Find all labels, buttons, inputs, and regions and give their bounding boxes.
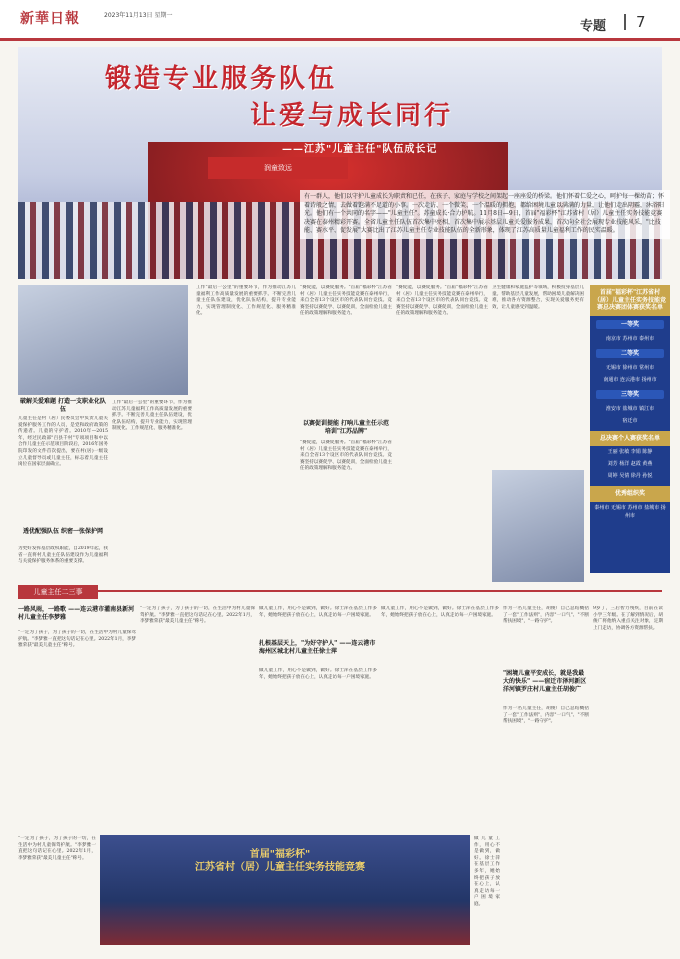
story2-pre-text: 做儿童工作，用心不是做到，做好。徐士萍在基层工作多年，她始终把孩子放在心上，认真走访每一户困境家庭。 xyxy=(259,606,377,618)
story2-text-cont: 做儿童工作，用心不是做到，做好。徐士萍在基层工作多年，她始终把孩子放在心上，认真走访每一户困境家庭。 xyxy=(381,606,499,618)
issue-date: 2023年11月13日 星期一 xyxy=(104,12,173,19)
article-photo-top-left xyxy=(18,285,188,395)
story2-heading: 扎根基层天上，"为好守护人" ——连云港市海州区城北村儿童主任徐士萍 xyxy=(259,640,376,655)
article-subheading-3: 以赛促训提能 打响儿童主任示范培训"江苏品牌" xyxy=(302,420,390,435)
article-column-4b: "赛促能，以赛促服务。"首届"福彩杯"江苏省村（居）儿童主任实务技能竞赛在泰州举行，来自全省13个设区市的代表队同台竞技。竞赛坚持以赛促学、以赛促训，全面检验儿童主任的政策理解和服务能力。 xyxy=(300,440,392,472)
first-prize-list: 南京市 苏州市 泰州市 xyxy=(605,335,655,342)
article-subheading-1: 破解关爱难题 打造一支职业化队伍 xyxy=(19,398,107,413)
story3-heading: "困境儿童平安成长，就是我最大的快乐" ——宿迁市泽河新区洋河镇罗庄村儿童主任胡俊广 xyxy=(503,670,587,693)
excellent-organization-title: 优秀组织奖 xyxy=(590,486,670,502)
page-number: 7 xyxy=(636,13,646,31)
article-column-6: 卫生健康和家庭监护等领域，积极投身基层儿童。帮助基层儿童发展，帮助困境儿童解决困难，推动各方资源整合，实现关爱服务更有效，让儿童感受到温暖。 xyxy=(492,285,584,310)
article-column-1b: 为更好发挥基层政权职能，自2019年起，我省一直将村儿童主任队伍建设作为儿童福利与关爱保护服务体系的重要支撑。 xyxy=(18,546,108,565)
individual-awards-title: 总决赛个人赛获奖名单 xyxy=(590,431,670,447)
story1-heading: 一路风雨，一路歌 ——连云港市灌南县新河村儿童主任李梦雅 xyxy=(18,606,135,621)
article-column-5: "赛促能，以赛促服务。"首届"福彩杯"江苏省村（居）儿童主任实务技能竞赛在泰州举行，来自全省13个设区市的代表队同台竞技。竞赛坚持以赛促学、以赛促训，全面检验儿童主任的政策理解和服务能力。 xyxy=(396,285,488,317)
individual-winners-1: 王丽 张敏 李娟 陈静 xyxy=(607,449,653,455)
third-prize-heading: 三等奖 xyxy=(596,390,664,399)
individual-winners-3: 周婷 吴倩 徐丹 孙悦 xyxy=(607,473,653,479)
second-prize-list-1: 无锡市 徐州市 常州市 xyxy=(605,364,655,371)
story1-text: "一定为了孩子，为了孩子的一切，在生活中为村儿童保驾护航。"李梦雅一直把这句话记在心里。2022年1月，李梦雅荣获"最美儿童主任"称号。 xyxy=(18,630,136,649)
excellent-organization-list: 泰州市 无锡市 苏州市 盐城市 扬州市 xyxy=(594,504,666,519)
story2-text: 做儿童工作，用心不是做到，做好。徐士萍在基层工作多年，她始终把孩子放在心上，认真走访每一户困境家庭。 xyxy=(259,668,377,680)
first-prize-heading: 一等奖 xyxy=(596,320,664,329)
intro-paragraph: 有一群人，他们以守护儿童成长为职责和已任，在孩子、家庭与学校之间架起一座座爱的桥梁。他们怀着仁爱之心，呵护每一棵幼苗；怀着诗般之情，去做着饱满不足道的小事。一次走访、一个微笑、一个温暖的拥抱，都给困境儿童以满满的力量，让他们走出阴霾，沐浴阳光。他们有一个共同的名字——"儿童主任"。苏童成长·合力护航。11月8日—9日，首届"福彩杯"江苏省村（居）儿童主任实务技能竞赛决赛在泰州精彩开赛。全省儿童主任队伍首次集中亮相，首次集中展示基层儿童关爱服务成果，首次向全社会展现专业技能风采，"比技能、赛水平、促发展"大赛比出了江苏儿童主任专业技能队伍的全新形象，体现了江苏高质量儿童福利工作的民实温暖。 xyxy=(300,190,670,239)
newspaper-logo: 新華日報 xyxy=(20,11,80,27)
article-column-4: "赛促能，以赛促服务。"首届"福彩杯"江苏省村（居）儿童主任实务技能竞赛在泰州举行，来自全省13个设区市的代表队同台竞技。竞赛坚持以赛促学、以赛促训，全面检验儿童主任的政策理解和服务能力。 xyxy=(300,285,392,317)
masthead xyxy=(0,0,680,41)
page-divider xyxy=(624,14,626,30)
headline-line1: 锻造专业服务队伍 xyxy=(105,64,338,94)
story3-text: 作为一名儿童主任，胡俊广自己总结概括了一套"工作法则"，内容"一口气"、"不断帮扶困境"，"一路守护"。 xyxy=(503,706,589,725)
story3-pre-text: 作为一名儿童主任，胡俊广自己总结概括了一套"工作法则"，内容"一口气"、"不断帮扶困境"，"一路守护"。 xyxy=(503,606,589,625)
stage-banner: 润童致远 xyxy=(208,157,348,179)
article-column-3: 工作"最后一公里"的重要环节，作为推动江苏儿童福利工作高质量发展的重要抓手。不断完善儿童主任队伍建设，优化队伍结构，提升专业能力，实现管理制度化、工作规范化、服务精准化。 xyxy=(196,285,296,317)
second-prize-heading: 二等奖 xyxy=(596,349,664,358)
headline-line2: 让爱与成长同行 xyxy=(250,101,454,131)
second-prize-list-2: 南通市 连云港市 扬州市 xyxy=(603,376,657,383)
winners-sidebar xyxy=(590,285,670,573)
section-divider xyxy=(18,590,662,592)
competition-banner-line1: 首届"福彩杯" xyxy=(249,849,311,860)
article-subheading-2: 透优配强队伍 织密一张保护网 xyxy=(22,528,104,535)
individual-winners-2: 刘芳 杨洋 赵霞 黄燕 xyxy=(607,461,653,467)
sidebar-title: 首届"福彩杯"江苏省村（居）儿童主任实务技能竞赛总决赛团体赛获奖名单 xyxy=(590,285,670,316)
third-prize-list-1: 淮安市 盐城市 镇江市 xyxy=(605,405,655,412)
competition-photo-banner xyxy=(150,848,410,874)
headline-subtitle: ——江苏"儿童主任"队伍成长记 xyxy=(282,144,438,155)
story4-text: 9岁了，三后智力残疾，目前在读小学三年级。在了解到情况后，胡俊广将他纳入重点关注对象，定期上门走访，协调各方资源帮扶。 xyxy=(593,606,663,631)
story2-text-end: 做儿童工作，用心不是做到，做好。徐士萍在基层工作多年，她始终把孩子放在心上，认真走访每一户困境家庭。 xyxy=(474,836,500,907)
section-name: 专题 xyxy=(580,19,607,34)
article-column-1: 儿童主任是村（居）民委员会中负责儿童关爱保护服务工作的人员，是党和政府政策的传递者。儿童的守护者。2010年—2015年，经过民政部"百县千村"专项项目和中以合作儿童主任示范项目阶段后，2016年国务院印发的文件首次提出，要在村(居)一级设立儿童督导员或儿童主任，标志着儿童主任岗位在国家层面确立。 xyxy=(18,416,108,468)
story1-text-end: "一定为了孩子，为了孩子的一切，在生活中为村儿童保驾护航。"李梦雅一直把这句话记在心里。2022年1月，李梦雅荣获"最美儿童主任"称号。 xyxy=(18,836,96,861)
section-label: 儿童主任二三事 xyxy=(18,585,98,599)
article-photo-right xyxy=(492,470,584,582)
third-prize-list-2: 宿迁市 xyxy=(622,417,638,424)
story1-text-cont: "一定为了孩子，为了孩子的一切，在生活中为村儿童保驾护航。"李梦雅一直把这句话记在心里。2022年1月，李梦雅荣获"最美儿童主任"称号。 xyxy=(140,606,255,625)
article-column-2: 工作"最后一公里"的重要环节，作为推动江苏儿童福利工作高质量发展的重要抓手。不断完善儿童主任队伍建设，优化队伍结构，提升专业能力，实现管理制度化、工作规范化、服务精准化。 xyxy=(112,400,192,432)
competition-banner-line2: 江苏省村（居）儿童主任实务技能竞赛 xyxy=(195,862,365,873)
